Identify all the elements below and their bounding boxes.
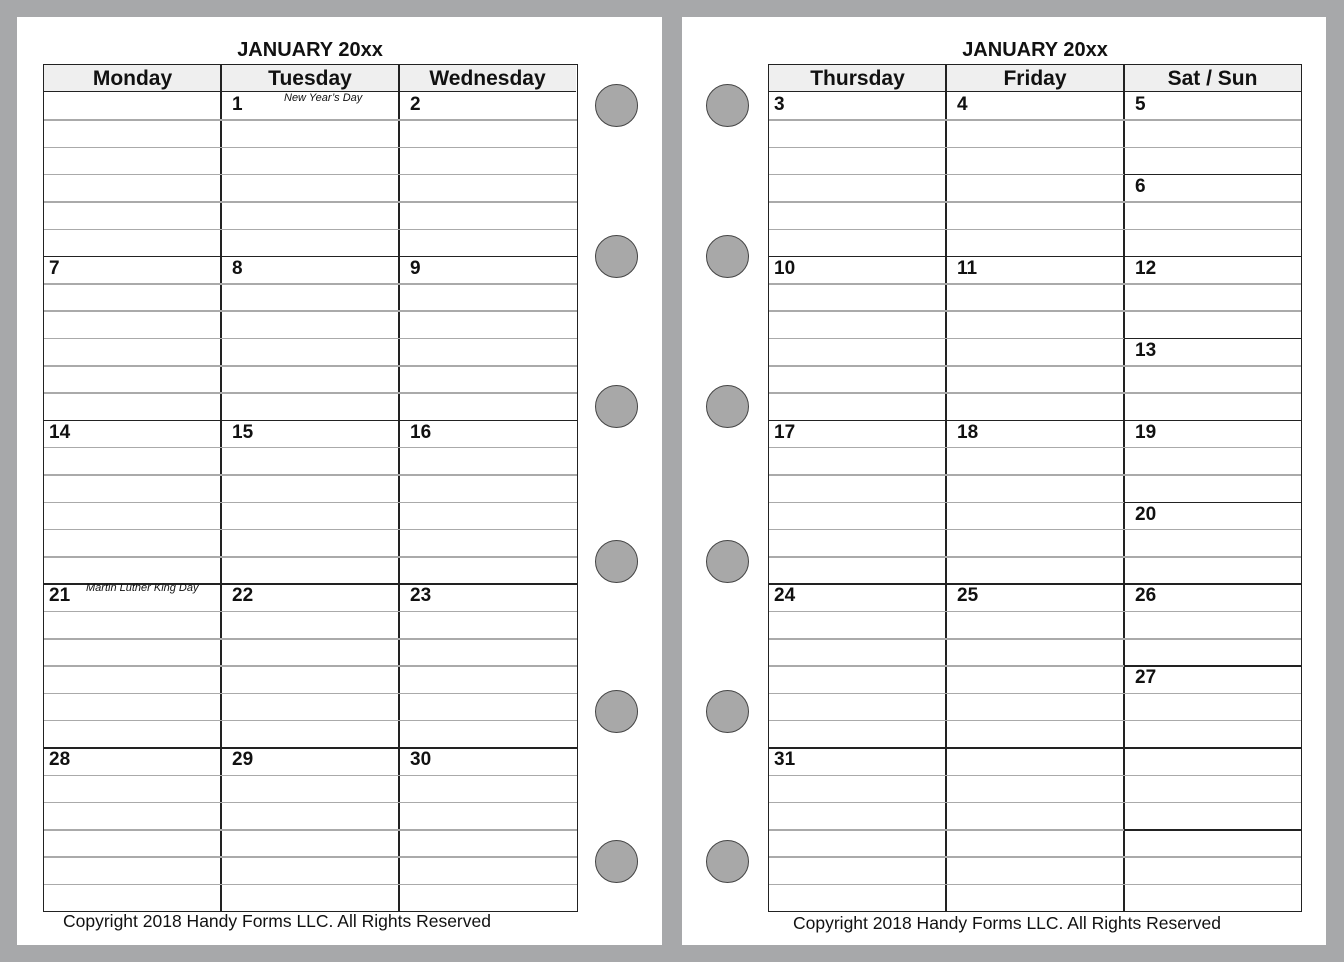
day-number: 3 xyxy=(774,94,785,115)
writing-line xyxy=(44,638,577,640)
weekend-divider xyxy=(1124,174,1301,176)
writing-line xyxy=(44,147,577,149)
copyright-text: Copyright 2018 Handy Forms LLC. All Rights Reserved xyxy=(63,911,491,931)
writing-line xyxy=(44,693,577,695)
writing-line xyxy=(769,201,1301,203)
left-planner-page xyxy=(17,17,662,945)
day-number: 1 xyxy=(232,94,243,115)
binder-hole-icon xyxy=(595,84,638,127)
writing-line xyxy=(44,447,577,449)
writing-line xyxy=(44,338,577,340)
week-divider xyxy=(769,420,1301,422)
day-number: 2 xyxy=(410,94,421,115)
writing-line xyxy=(769,474,1301,476)
header-monday: Monday xyxy=(44,65,221,92)
day-number: 21 xyxy=(49,585,71,607)
writing-line xyxy=(44,119,577,121)
header-friday: Friday xyxy=(946,65,1124,92)
day-number: 4 xyxy=(957,94,968,115)
writing-line xyxy=(769,365,1301,367)
week-divider xyxy=(769,747,1301,749)
binder-hole-icon xyxy=(706,385,749,428)
writing-line xyxy=(769,310,1301,312)
day-number: 17 xyxy=(774,421,796,443)
day-number: 25 xyxy=(957,585,979,607)
writing-line xyxy=(44,884,577,886)
binder-hole-icon xyxy=(706,840,749,883)
writing-line xyxy=(769,529,1301,531)
day-number: 28 xyxy=(49,749,71,771)
writing-line xyxy=(769,556,1301,558)
week-divider xyxy=(769,583,1301,585)
writing-line xyxy=(769,884,1301,886)
writing-line xyxy=(44,529,577,531)
writing-line xyxy=(769,802,1301,804)
day-number: 10 xyxy=(774,257,796,279)
week-divider xyxy=(44,420,577,422)
writing-line xyxy=(769,856,1301,858)
writing-line xyxy=(769,611,1301,613)
day-number: 30 xyxy=(410,749,432,771)
writing-line xyxy=(44,802,577,804)
writing-line xyxy=(769,693,1301,695)
column-divider xyxy=(220,65,222,911)
writing-line xyxy=(769,447,1301,449)
day-number: 15 xyxy=(232,421,254,443)
column-divider xyxy=(945,65,947,911)
day-number: 16 xyxy=(410,421,432,443)
copyright-text: Copyright 2018 Handy Forms LLC. All Rights Reserved xyxy=(793,913,1221,933)
writing-line xyxy=(44,829,577,831)
day-number: 20 xyxy=(1135,503,1157,525)
writing-line xyxy=(769,392,1301,394)
writing-line xyxy=(44,283,577,285)
column-divider xyxy=(1123,65,1125,911)
writing-line xyxy=(769,283,1301,285)
calendar-grid xyxy=(43,64,578,912)
writing-line xyxy=(769,638,1301,640)
binder-hole-icon xyxy=(706,235,749,278)
day-number: 8 xyxy=(232,257,243,279)
header-thursday: Thursday xyxy=(769,65,946,92)
day-number: 23 xyxy=(410,585,432,607)
week-divider xyxy=(44,256,577,258)
writing-line xyxy=(44,556,577,558)
writing-line xyxy=(44,174,577,176)
day-number: 11 xyxy=(957,257,978,279)
header-wednesday: Wednesday xyxy=(399,65,576,92)
day-number: 29 xyxy=(232,749,254,771)
page-title: JANUARY 20xx xyxy=(962,39,1108,61)
writing-line xyxy=(44,229,577,231)
day-number: 13 xyxy=(1135,339,1157,361)
writing-line xyxy=(44,474,577,476)
binder-hole-icon xyxy=(595,235,638,278)
writing-line xyxy=(44,392,577,394)
binder-hole-icon xyxy=(595,690,638,733)
holiday-mlk-day: Martin Luther King Day xyxy=(86,582,199,595)
weekend-divider xyxy=(1124,829,1301,831)
binder-hole-icon xyxy=(595,840,638,883)
writing-line xyxy=(769,229,1301,231)
week-divider xyxy=(44,747,577,749)
day-number: 6 xyxy=(1135,175,1146,197)
day-number: 5 xyxy=(1135,94,1146,115)
right-planner-page xyxy=(682,17,1326,945)
writing-line xyxy=(44,856,577,858)
header-tuesday: Tuesday xyxy=(221,65,399,92)
day-number: 19 xyxy=(1135,421,1157,443)
column-divider xyxy=(398,65,400,911)
week-divider xyxy=(769,256,1301,258)
header-sat-sun: Sat / Sun xyxy=(1124,65,1301,92)
page-title: JANUARY 20xx xyxy=(237,39,383,61)
day-number: 14 xyxy=(49,421,71,443)
writing-line xyxy=(769,119,1301,121)
day-number: 18 xyxy=(957,421,979,443)
writing-line xyxy=(44,310,577,312)
writing-line xyxy=(44,502,577,504)
binder-hole-icon xyxy=(706,84,749,127)
day-number: 24 xyxy=(774,585,796,607)
writing-line xyxy=(769,775,1301,777)
day-number: 12 xyxy=(1135,257,1157,279)
writing-line xyxy=(44,611,577,613)
writing-line xyxy=(769,147,1301,149)
day-number: 26 xyxy=(1135,585,1157,607)
binder-hole-icon xyxy=(706,690,749,733)
calendar-grid xyxy=(768,64,1302,912)
day-number: 9 xyxy=(410,257,421,279)
writing-line xyxy=(44,201,577,203)
writing-line xyxy=(44,775,577,777)
writing-line xyxy=(769,720,1301,722)
day-number: 27 xyxy=(1135,667,1157,689)
binder-hole-icon xyxy=(595,385,638,428)
day-number: 22 xyxy=(232,585,254,607)
binder-hole-icon xyxy=(706,540,749,583)
binder-hole-icon xyxy=(595,540,638,583)
writing-line xyxy=(44,365,577,367)
writing-line xyxy=(44,720,577,722)
writing-line xyxy=(44,665,577,667)
day-number: 31 xyxy=(774,749,796,771)
holiday-new-years-day: New Year’s Day xyxy=(284,92,363,104)
day-number: 7 xyxy=(49,257,60,279)
